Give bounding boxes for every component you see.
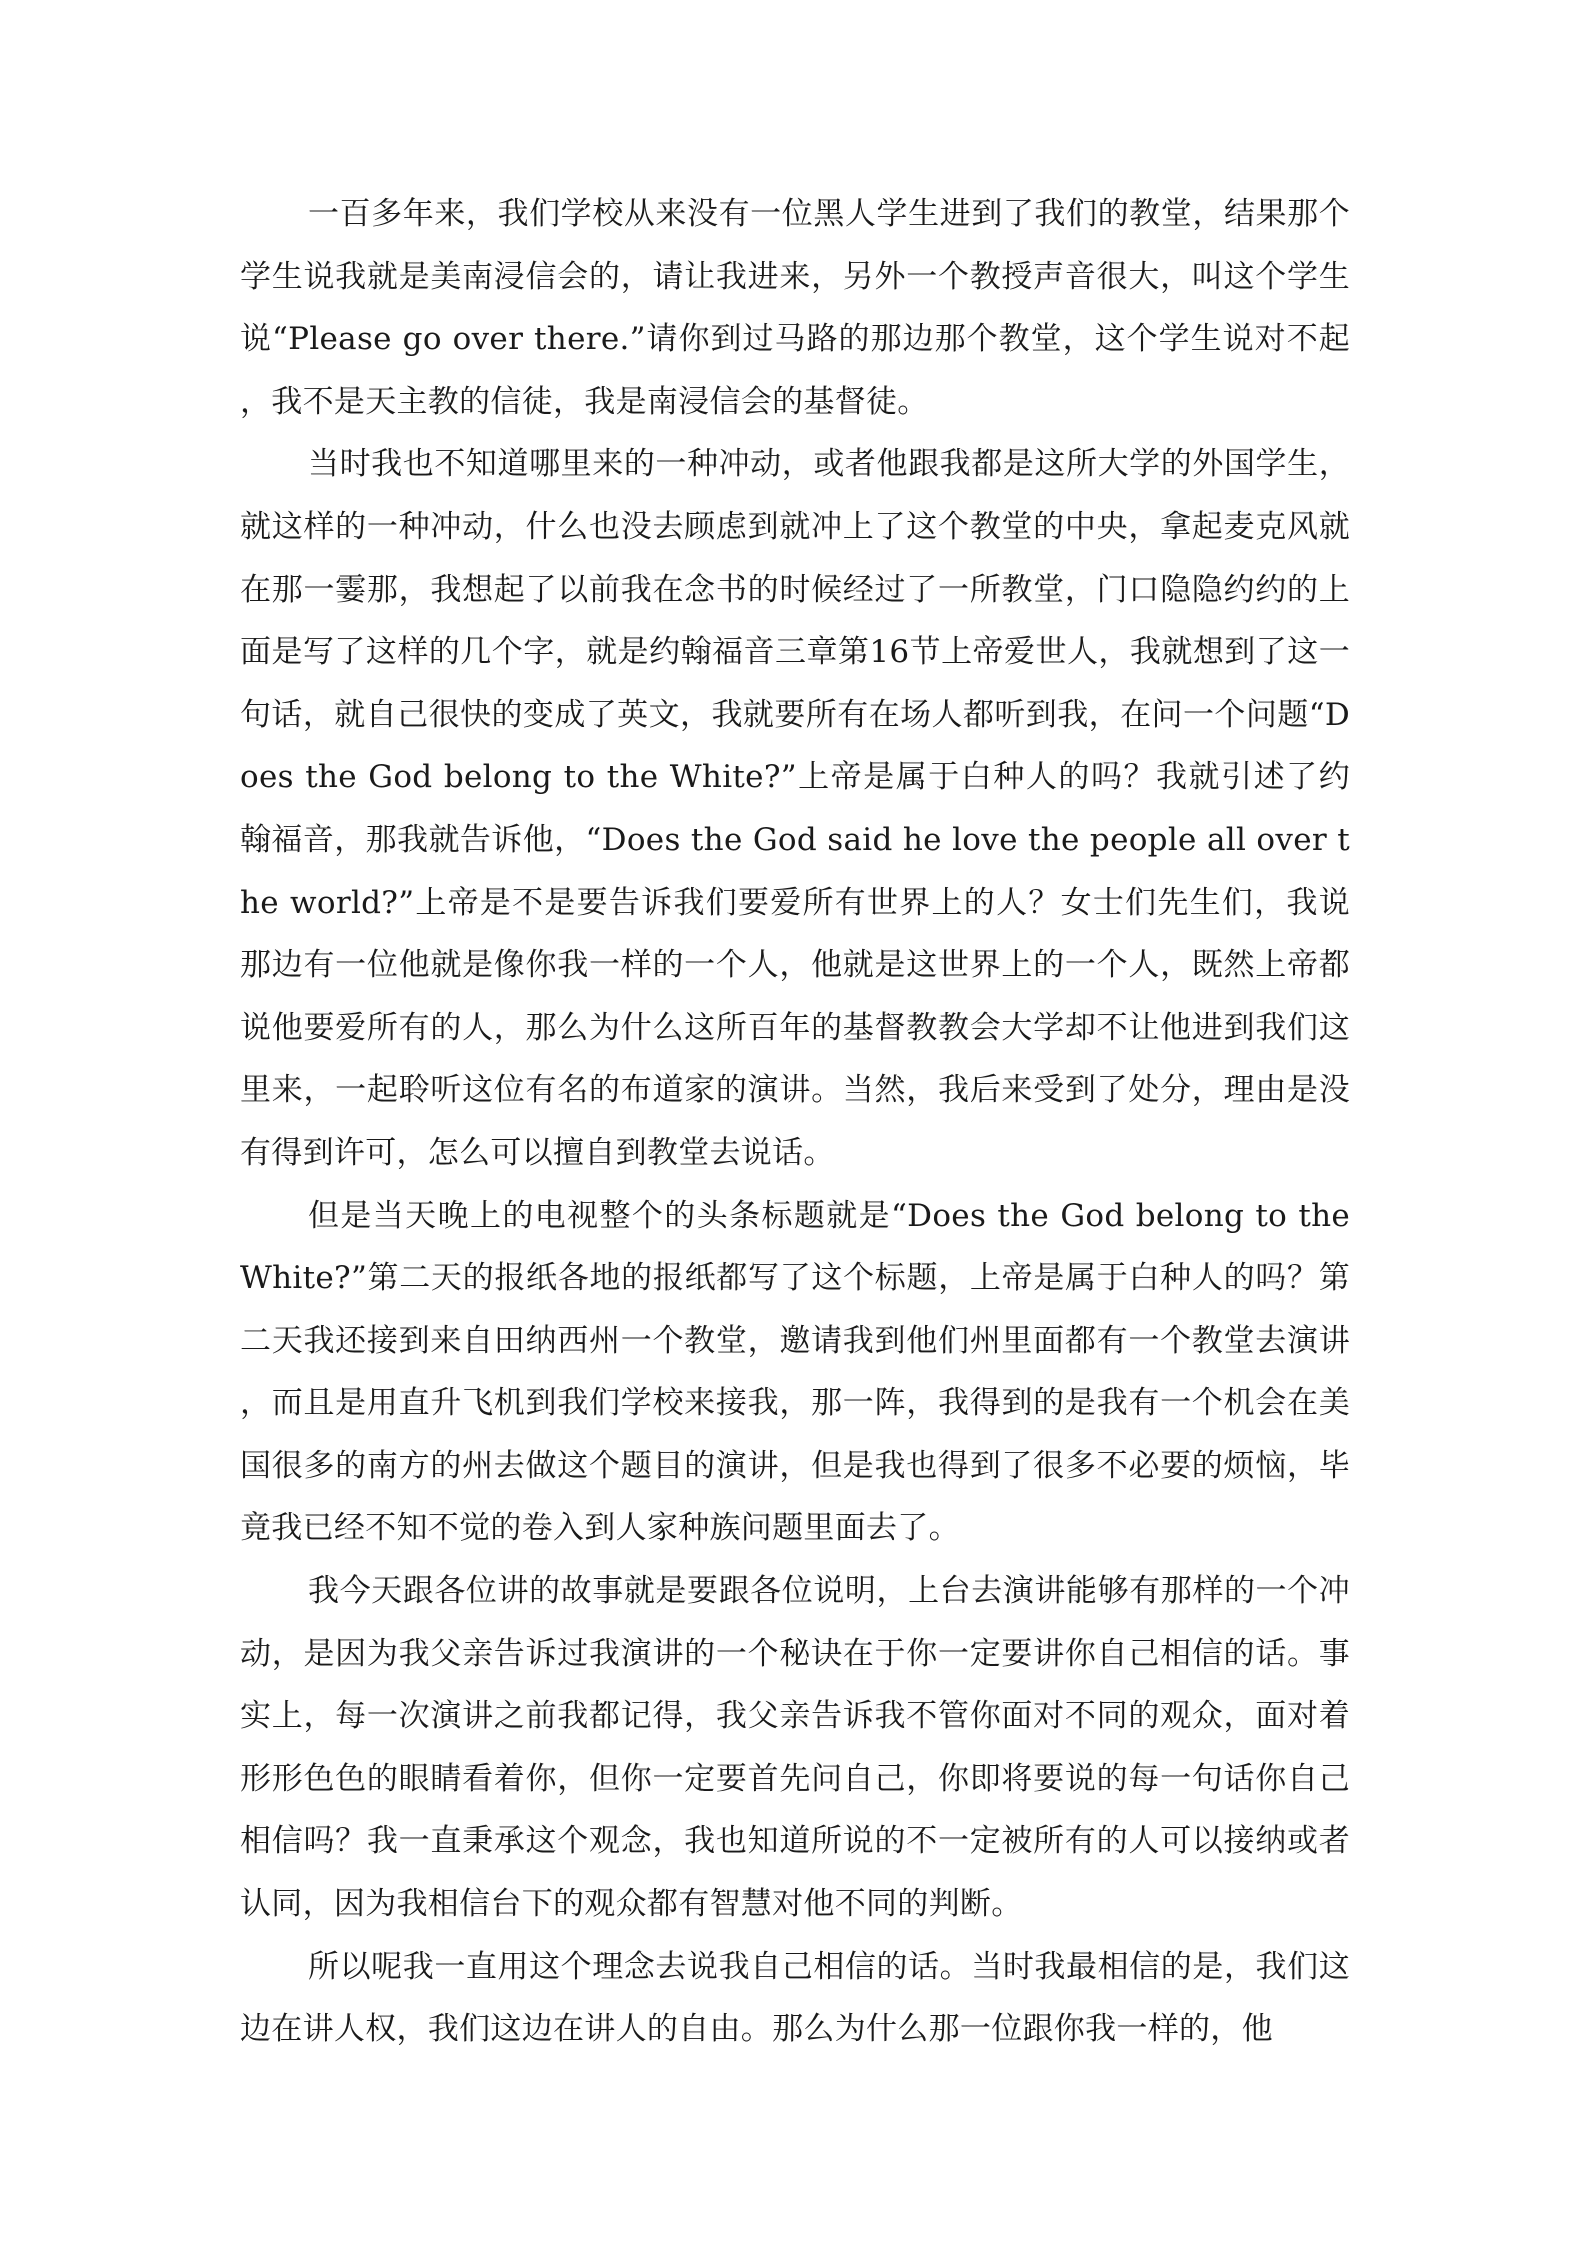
document-body (240, 183, 1361, 2061)
paragraph-2: 当时我也不知道哪里来的一种冲动，或者他跟我都是这所大学的外国学生，就这样的一种冲动，什么也没去顾虑到就冲上了这个教堂的中央，拿起麦克风就在那一霎那，我想起了以前我在念书的时候经过了一所教堂，门口隐隐约约的上面是写了这样的几个字，就是约翰福音三章第16节上帝爱世人，我就想到了这一句话，就自己很快的变成了英文，我就要所有在场人都听到我，在问一个问题“Does the God belong to the White?”上帝是属于白种人的吗？我就引述了约翰福音，那我就告诉他，“Does the God said he love the people all over the world?”上帝是不是要告诉我们要爱所有世界上的人？女士们先生们，我说那边有一位他就是像你我一样的一个人，他就是这世界上的一个人，既然上帝都说他要爱所有的人，那么为什么这所百年的基督教教会大学却不让他进到我们这里来，一起聆听这位有名的布道家的演讲。当然，我后来受到了处分，理由是没有得到许可，怎么可以擅自到教堂去说话。 (240, 446, 1350, 1171)
paragraph-4: 我今天跟各位讲的故事就是要跟各位说明，上台去演讲能够有那样的一个冲动，是因为我父亲告诉过我演讲的一个秘诀在于你一定要讲你自己相信的话。事实上，每一次演讲之前我都记得，我父亲告诉我不管你面对不同的观众，面对着形形色色的眼睛看着你，但你一定要首先问自己，你即将要说的每一句话你自己相信吗？我一直秉承这个观念，我也知道所说的不一定被所有的人可以接纳或者认同，因为我相信台下的观众都有智慧对他不同的判断。 (240, 1573, 1350, 1923)
paragraph-1: 一百多年来，我们学校从来没有一位黑人学生进到了我们的教堂，结果那个学生说我就是美南浸信会的，请让我进来，另外一个教授声音很大，叫这个学生说“Please go over there.”请你到过马路的那边那个教堂，这个学生说对不起，我不是天主教的信徒，我是南浸信会的基督徒。 (240, 196, 1350, 420)
paragraph-5: 所以呢我一直用这个理念去说我自己相信的话。当时我最相信的是，我们这边在讲人权，我们这边在讲人的自由。那么为什么那一位跟你我一样的，他 (240, 1948, 1350, 2048)
paragraph-3: 但是当天晚上的电视整个的头条标题就是“Does the God belong to the White?”第二天的报纸各地的报纸都写了这个标题，上帝是属于白种人的吗？第二天我还接到来自田纳西州一个教堂，邀请我到他们州里面都有一个教堂去演讲，而且是用直升飞机到我们学校来接我，那一阵，我得到的是我有一个机会在美国很多的南方的州去做这个题目的演讲，但是我也得到了很多不必要的烦恼，毕竟我已经不知不觉的卷入到人家种族问题里面去了。 (240, 1197, 1361, 1547)
